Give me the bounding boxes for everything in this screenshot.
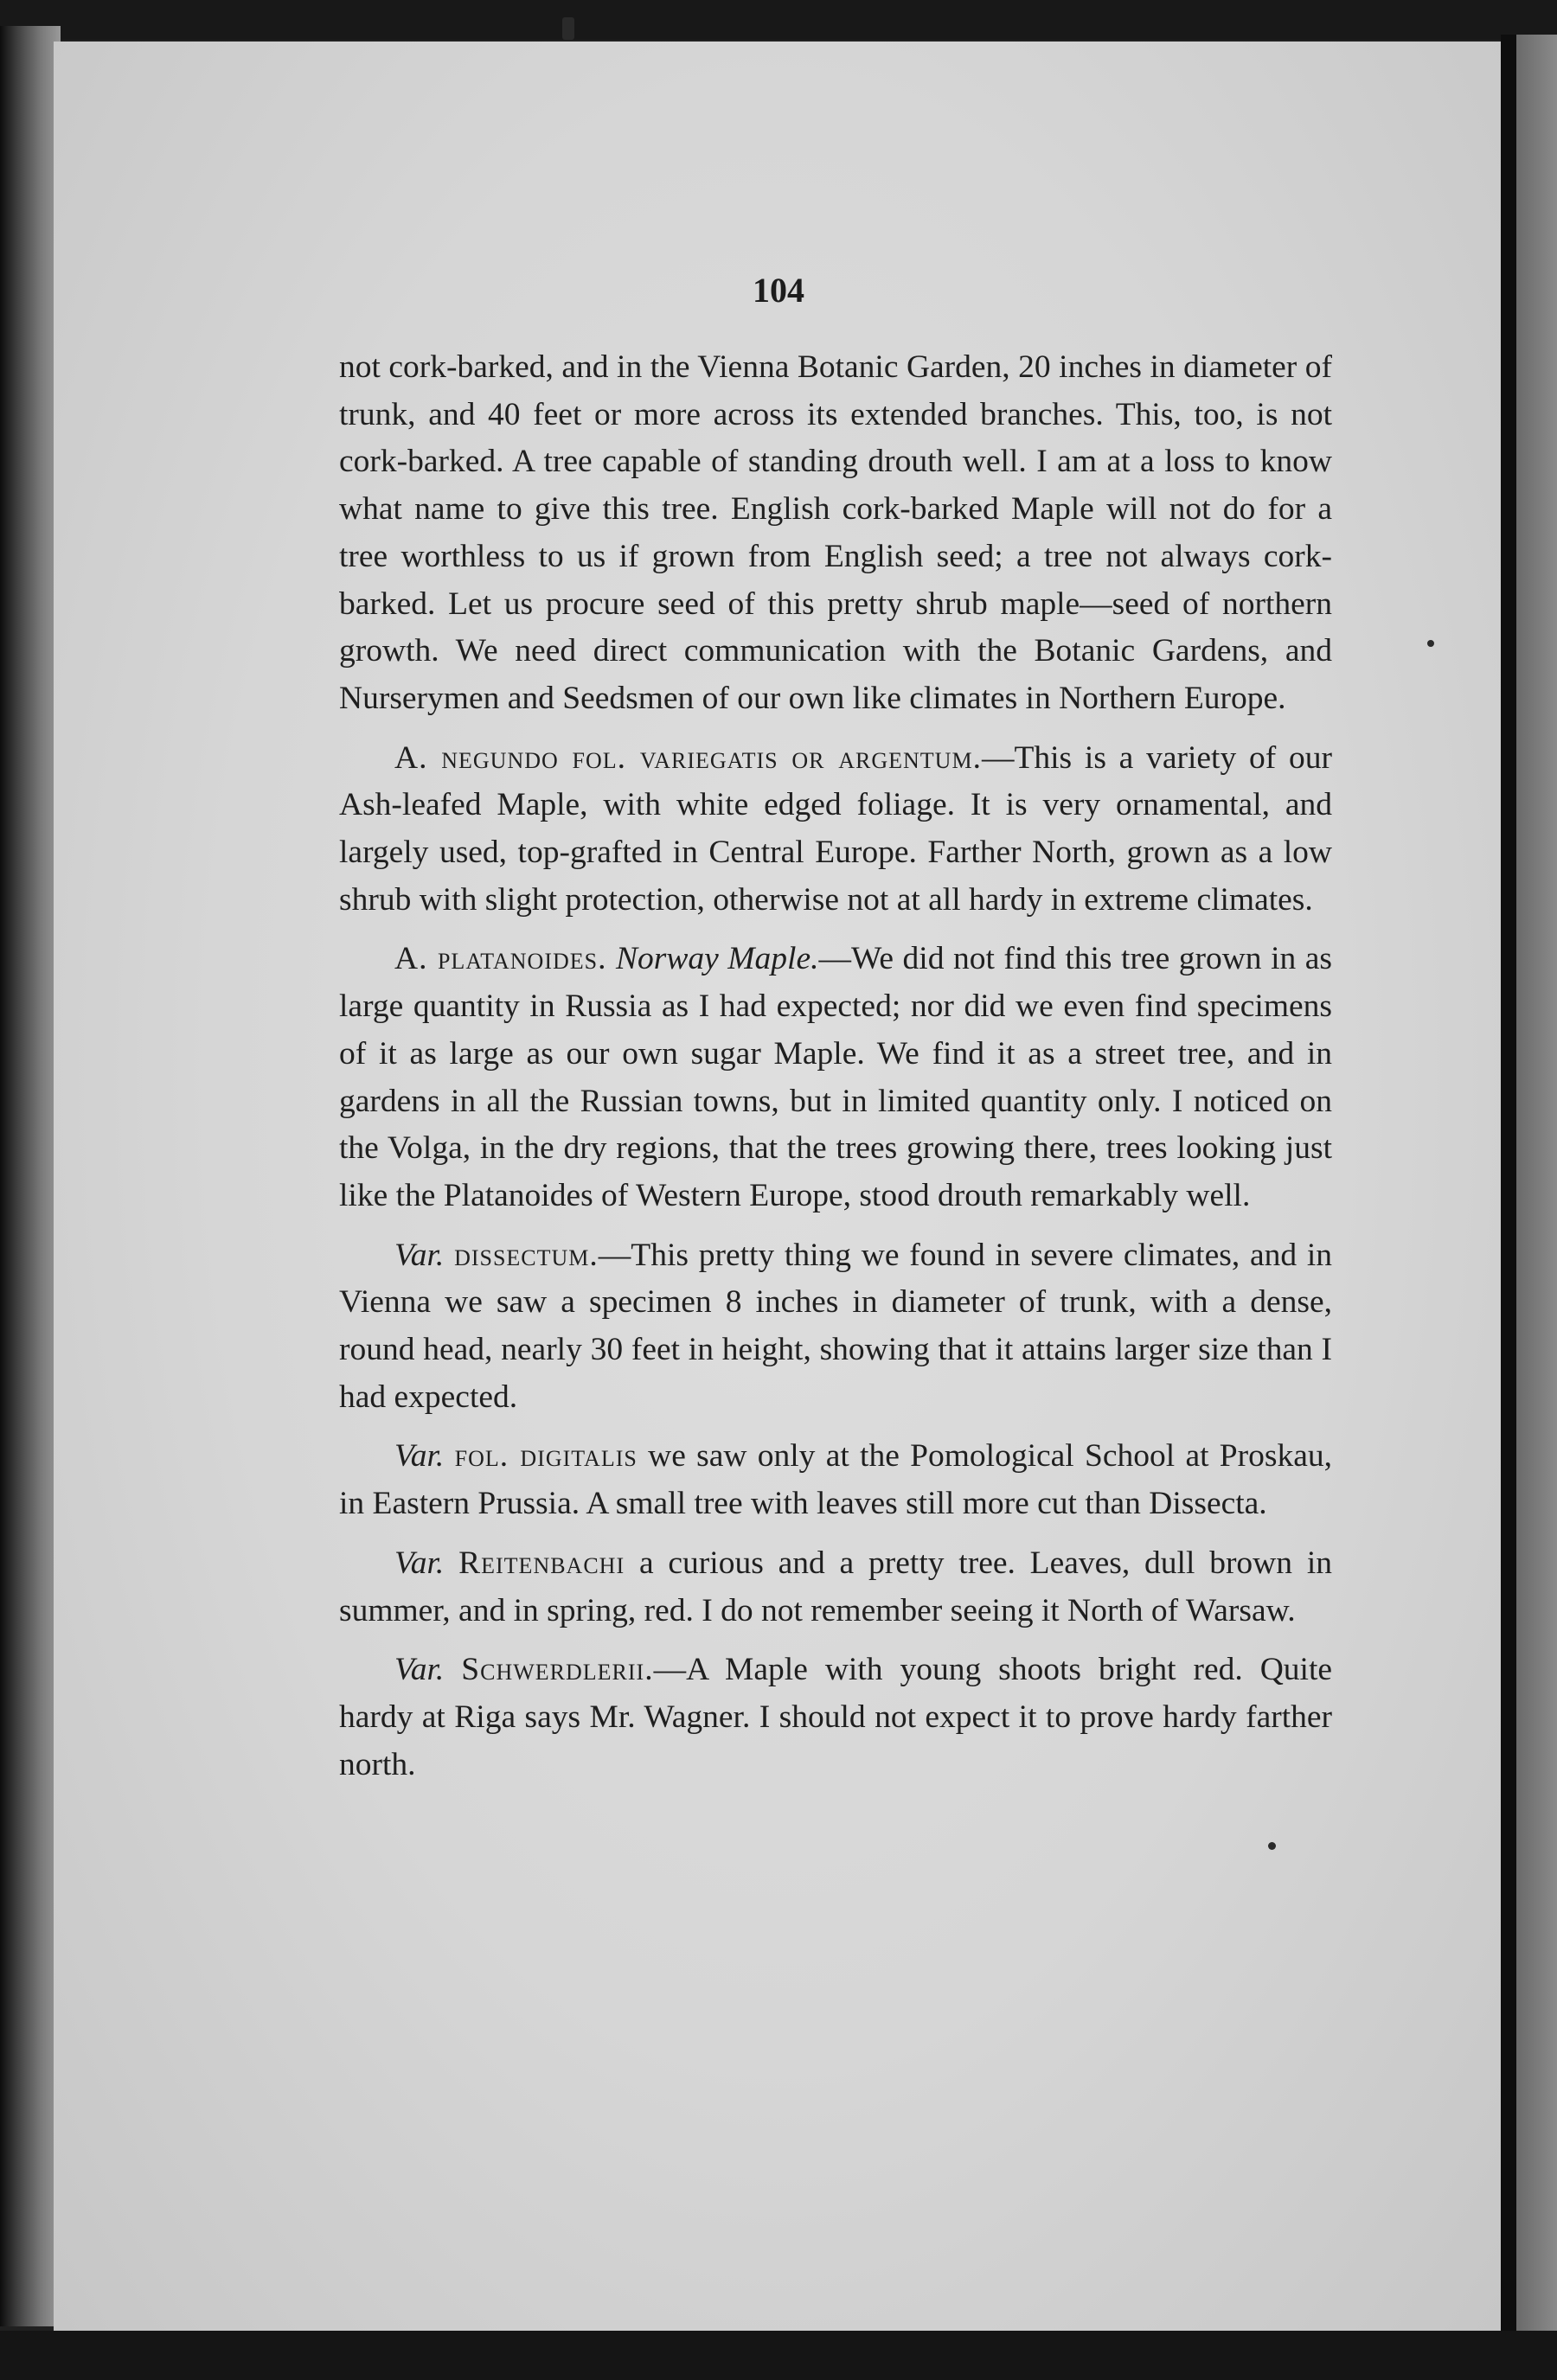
page-gutter-shadow bbox=[1501, 35, 1516, 2335]
page-number: 104 bbox=[753, 271, 804, 310]
book-spine-edge bbox=[0, 26, 61, 2326]
scan-top-border bbox=[0, 0, 1557, 40]
paragraph-reitenbachi bbox=[339, 1540, 1332, 1635]
paragraph-text: we saw only at the Pomological School at Proskau, in Eastern Prussia. A small tree with leaves still more cut than Dissecta. bbox=[339, 1438, 1332, 1522]
species-heading: Reitenbachi bbox=[458, 1545, 625, 1581]
paragraph-text: —We did not find this tree grown in as large quantity in Russia as I had expected; nor did we even find specimens of it as large as our own sugar Maple. We find it as a street tree, and in gardens in all the Russian towns, but in limited quantity only. I noticed on the Volga, in the dry regions, that the trees growing there, trees looking just like the Platanoides of Western Europe, stood drouth remarkably well. bbox=[339, 941, 1332, 1213]
paragraph-platanoides bbox=[339, 936, 1332, 1219]
variety-prefix: Var. bbox=[394, 1237, 445, 1273]
dust-speck bbox=[1427, 640, 1434, 647]
paragraph-text: —This is a variety of our Ash-leafed Maple, with white edged foliage. It is very ornamental, and largely used, top-grafted in Central Europe. Farther North, grown as a low shrub with slight protection, otherwise not at all hardy in extreme climates. bbox=[339, 739, 1332, 918]
species-heading: fol. digitalis bbox=[454, 1438, 638, 1475]
paragraph-digitalis bbox=[339, 1433, 1332, 1527]
variety-prefix: Var. bbox=[394, 1545, 445, 1581]
species-heading: A. negundo fol. variegatis or argentum. bbox=[394, 739, 982, 776]
paragraph-negundo bbox=[339, 735, 1332, 924]
variety-prefix: Var. bbox=[394, 1438, 445, 1475]
paragraph-dissectum bbox=[339, 1232, 1332, 1422]
species-heading: A. platanoides. bbox=[394, 941, 607, 977]
variety-prefix: Var. bbox=[394, 1652, 445, 1688]
body-text bbox=[339, 344, 1332, 1788]
species-heading: dissectum. bbox=[454, 1237, 599, 1273]
scan-bottom-border bbox=[0, 2331, 1557, 2380]
paragraph-text: —A Maple with young shoots bright red. Quite hardy at Riga says Mr. Wagner. I should not expect it to prove hardy farther north. bbox=[339, 1652, 1333, 1782]
paragraph-continuation: not cork-barked, and in the Vienna Botanic Garden, 20 inches in diameter of trunk, and 40 feet or more across its extended branches. This, too, is not cork-barked. A tree capable of standing drouth well. I am at a loss to know what name to give this tree. English cork-barked Maple will not do for a tree worthless to us if grown from English seed; a tree not always cork-barked. Let us procure seed of this pretty shrub maple—seed of northern growth. We need direct communication with the Botanic Gardens, and Nurserymen and Seedsmen of our own like climates in Northern Europe. bbox=[339, 349, 1332, 716]
paragraph-text: a curious and a pretty tree. Leaves, dull brown in summer, and in spring, red. I do not remember seeing it North of Warsaw. bbox=[339, 1545, 1332, 1628]
dust-speck bbox=[1268, 1842, 1276, 1850]
common-name: Norway Maple. bbox=[616, 941, 819, 977]
paragraph-text: —This pretty thing we found in severe climates, and in Vienna we saw a specimen 8 inches in diameter of trunk, with a dense, round head, nearly 30 feet in height, showing that it attains larger size than I had expected. bbox=[339, 1237, 1333, 1415]
paragraph-schwerdlerii bbox=[339, 1647, 1332, 1788]
adjacent-page-edge bbox=[1516, 35, 1557, 2335]
dust-speck bbox=[562, 17, 574, 40]
species-heading: Schwerdlerii. bbox=[461, 1652, 654, 1688]
